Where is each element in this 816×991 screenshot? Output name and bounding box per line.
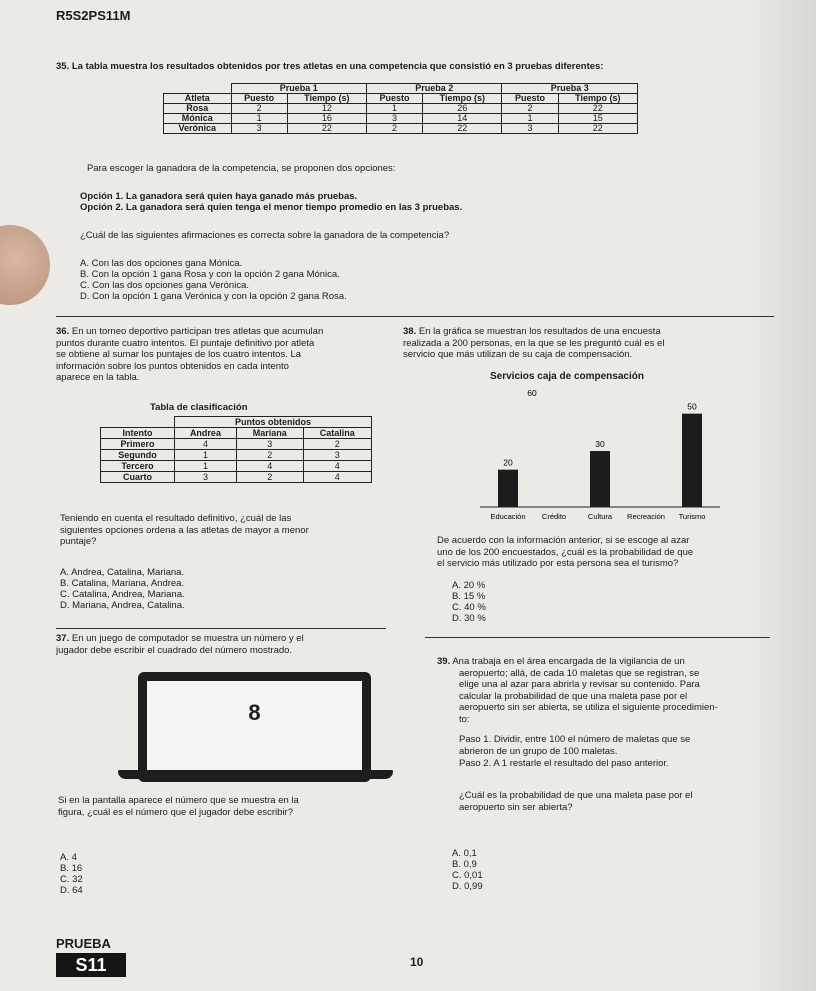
q35-header: Atleta xyxy=(164,94,232,104)
laptop-base xyxy=(118,770,393,779)
q36-number: 36. xyxy=(56,326,70,337)
q39-choice-a[interactable]: A. 0,1 xyxy=(452,848,477,859)
q36-table-title: Tabla de clasificación xyxy=(150,402,248,413)
table-cell: 1 xyxy=(502,114,558,124)
q38-number: 38. xyxy=(403,326,417,337)
table-cell: 4 xyxy=(303,472,371,483)
q36-question xyxy=(60,513,390,548)
q39-stem-line: elige una al azar para abrirla y revisar su contenido. Para xyxy=(459,679,700,690)
chart-top-label: 60 xyxy=(527,388,537,398)
q38-choice-c[interactable]: C. 40 % xyxy=(452,602,486,613)
q36-choice-c[interactable]: C. Catalina, Andrea, Mariana. xyxy=(60,589,185,600)
q35-header: Puesto xyxy=(367,94,423,104)
x-tick-label: Turismo xyxy=(678,512,706,521)
q39-stem-line: aeropuerto sin ser abierta, se utiliza el siguiente procedimien- xyxy=(459,702,718,713)
q38-stem xyxy=(403,326,773,361)
q38-choice-d[interactable]: D. 30 % xyxy=(452,613,486,624)
q37-stem-line: En un juego de computador se muestra un número y el xyxy=(71,633,304,644)
q38-stem-line: En la gráfica se muestran los resultados de una encuesta xyxy=(418,326,661,337)
q36-header: Catalina xyxy=(303,428,371,439)
table-cell: 3 xyxy=(303,450,371,461)
q36-stem-line: aparece en la tabla. xyxy=(56,372,140,383)
q35-choices xyxy=(80,258,347,302)
q35-table-group-row xyxy=(164,84,638,94)
table-cell: Rosa xyxy=(164,104,232,114)
q39-question xyxy=(459,790,789,813)
q37-stem-line: jugador debe escribir el cuadrado del número mostrado. xyxy=(56,644,293,656)
table-cell: 22 xyxy=(287,124,366,134)
table-cell: Tercero xyxy=(101,461,175,472)
divider xyxy=(56,316,774,317)
q35-intro: Para escoger la ganadora de la competencia, se proponen dos opciones: xyxy=(87,163,396,174)
table-cell: 2 xyxy=(231,104,287,114)
q35-header: Puesto xyxy=(231,94,287,104)
table-cell: 22 xyxy=(558,124,637,134)
bar-turismo xyxy=(682,414,702,507)
table-cell: Primero xyxy=(101,439,175,450)
q35-stem xyxy=(56,61,756,73)
q39-choices xyxy=(452,848,483,892)
table-cell: 3 xyxy=(236,439,303,450)
q35-header: Tiempo (s) xyxy=(287,94,366,104)
q35-number: 35. xyxy=(56,61,70,72)
q39-question-line: ¿Cuál es la probabilidad de que una maleta pase por el xyxy=(459,790,693,801)
table-cell: 2 xyxy=(236,450,303,461)
q39-stem-line: to: xyxy=(459,713,470,725)
q37-choice-b[interactable]: B. 16 xyxy=(60,863,83,874)
laptop-screen-number: 8 xyxy=(248,700,261,725)
q39-stem-line: calcular la probabilidad de que una maleta pase por el xyxy=(459,690,688,702)
q39-choice-c[interactable]: C. 0,01 xyxy=(452,870,483,881)
finger-blur xyxy=(0,214,61,317)
q36-stem-line: información sobre los puntos obtenidos en cada intento xyxy=(56,360,289,372)
q37-choices xyxy=(60,852,83,896)
table-row xyxy=(164,124,638,134)
q38-choice-b[interactable]: B. 15 % xyxy=(452,591,486,602)
q35-header: Tiempo (s) xyxy=(423,94,502,104)
x-tick-label: Crédito xyxy=(541,512,567,521)
bar-educación xyxy=(498,470,518,507)
footer-badge: S11 xyxy=(56,953,126,977)
q35-choice-d[interactable]: D. Con la opción 1 gana Verónica y con la opción 2 gana Rosa. xyxy=(80,291,347,302)
q38-stem-line: realizada a 200 personas, en la que se les preguntó cuál es el xyxy=(403,337,665,349)
table-cell: 1 xyxy=(175,450,237,461)
q37-stem xyxy=(56,633,396,656)
q36-header: Andrea xyxy=(175,428,237,439)
bar-value-label: 30 xyxy=(595,439,605,449)
table-row xyxy=(101,461,372,472)
table-cell: 4 xyxy=(236,461,303,472)
q36-choices xyxy=(60,567,185,611)
q37-number: 37. xyxy=(56,633,70,644)
q39-step-line: abrieron de un grupo de 100 maletas. xyxy=(459,745,618,757)
q35-header: Puesto xyxy=(502,94,558,104)
q35-header: Tiempo (s) xyxy=(558,94,637,104)
table-cell: 22 xyxy=(558,104,637,114)
table-cell: 3 xyxy=(502,124,558,134)
laptop-icon xyxy=(138,672,371,782)
q35-choice-c[interactable]: C. Con las dos opciones gana Verónica. xyxy=(80,280,249,291)
q36-choice-b[interactable]: B. Catalina, Mariana, Andrea. xyxy=(60,578,185,589)
table-cell: 2 xyxy=(502,104,558,114)
q37-choice-a[interactable]: A. 4 xyxy=(60,852,77,863)
table-cell: 12 xyxy=(287,104,366,114)
table-cell: 3 xyxy=(367,114,423,124)
q39-stem xyxy=(437,656,787,725)
q38-question-line: De acuerdo con la información anterior, si se escoge al azar xyxy=(437,535,690,546)
q35-choice-b[interactable]: B. Con la opción 1 gana Rosa y con la opción 2 gana Mónica. xyxy=(80,269,340,280)
table-cell: 15 xyxy=(558,114,637,124)
q37-question-line: Si en la pantalla aparece el número que se muestra en la xyxy=(58,795,299,806)
divider xyxy=(56,628,386,629)
q35-group-1: Prueba 1 xyxy=(231,84,366,94)
q39-question-line: aeropuerto sin ser abierta? xyxy=(459,801,573,813)
table-cell: 4 xyxy=(303,461,371,472)
table-cell: 4 xyxy=(175,439,237,450)
x-tick-label: Recreación xyxy=(627,512,665,521)
q38-choice-a[interactable]: A. 20 % xyxy=(452,580,486,591)
q38-question-line: el servicio más utilizado por esta persona sea el turismo? xyxy=(437,558,679,569)
q35-choice-a[interactable]: A. Con las dos opciones gana Mónica. xyxy=(80,258,243,269)
q36-stem-line: puntos durante cuatro intentos. El puntaje definitivo por atleta xyxy=(56,337,315,349)
table-cell: Segundo xyxy=(101,450,175,461)
page-number: 10 xyxy=(410,955,424,969)
table-cell: 16 xyxy=(287,114,366,124)
q38-question xyxy=(437,535,777,570)
chart-title: Servicios caja de compensación xyxy=(490,371,644,382)
q36-header: Mariana xyxy=(236,428,303,439)
footer-label: PRUEBA xyxy=(56,936,111,951)
exam-code: R5S2PS11M xyxy=(56,8,131,23)
q35-option-1: Opción 1. La ganadora será quien haya ganado más pruebas. xyxy=(80,191,358,202)
q37-choice-c[interactable]: C. 32 xyxy=(60,874,83,885)
bar-value-label: 50 xyxy=(687,401,697,412)
table-cell: 1 xyxy=(175,461,237,472)
q35-question: ¿Cuál de las siguientes afirmaciones es correcta sobre la ganadora de la competencia? xyxy=(80,230,450,241)
table-cell: 26 xyxy=(423,104,502,114)
table-row xyxy=(101,439,372,450)
table-row xyxy=(164,104,638,114)
table-cell: 1 xyxy=(367,104,423,114)
q37-choice-d[interactable]: D. 64 xyxy=(60,885,83,896)
bar-chart xyxy=(470,385,730,530)
table-cell: 2 xyxy=(303,439,371,450)
q36-header: Intento xyxy=(101,428,175,439)
q36-stem xyxy=(56,326,386,384)
q35-table-header-row xyxy=(164,94,638,104)
q35-table xyxy=(163,83,638,134)
table-row xyxy=(164,114,638,124)
bar-cultura xyxy=(590,451,610,507)
x-tick-label: Educación xyxy=(490,512,526,521)
q39-step-2: Paso 2. A 1 restarle el resultado del paso anterior. xyxy=(459,758,669,769)
q36-choice-d[interactable]: D. Mariana, Andrea, Catalina. xyxy=(60,600,185,611)
q36-header-row xyxy=(101,428,372,439)
table-cell: 3 xyxy=(231,124,287,134)
q36-question-line: siguientes opciones ordena a las atletas de mayor a menor xyxy=(60,524,309,536)
q37-question xyxy=(58,795,403,818)
q39-stem-line: Ana trabaja en el área encargada de la vigilancia de un xyxy=(452,656,685,667)
table-cell: 2 xyxy=(236,472,303,483)
q36-stem-line: En un torneo deportivo participan tres atletas que acumulan xyxy=(71,326,324,337)
q35-group-3: Prueba 3 xyxy=(502,84,638,94)
q38-question-line: uno de los 200 encuestados, ¿cuál es la probabilidad de que xyxy=(437,546,694,558)
q35-text: La tabla muestra los resultados obtenidos por tres atletas en una competencia que consistió en 3 pruebas diferentes: xyxy=(71,61,604,72)
table-cell: Verónica xyxy=(164,124,232,134)
q36-group-row xyxy=(101,417,372,428)
bar-value-label: 20 xyxy=(503,457,513,468)
q39-number: 39. xyxy=(437,656,451,667)
q36-group-header: Puntos obtenidos xyxy=(175,417,372,428)
q38-stem-line: servicio que más utilizan de su caja de compensación. xyxy=(403,349,633,360)
table-cell: Mónica xyxy=(164,114,232,124)
q35-group-2: Prueba 2 xyxy=(367,84,502,94)
q38-choices xyxy=(452,580,486,624)
table-cell: 22 xyxy=(423,124,502,134)
q39-stem-line: aeropuerto; allá, de cada 10 maletas que se registran, se xyxy=(459,667,700,679)
q39-choice-b[interactable]: B. 0,9 xyxy=(452,859,477,870)
q36-question-line: Teniendo en cuenta el resultado definitivo, ¿cuál de las xyxy=(60,513,292,524)
table-cell: 1 xyxy=(231,114,287,124)
table-cell: Cuarto xyxy=(101,472,175,483)
table-cell: 2 xyxy=(367,124,423,134)
q36-table xyxy=(100,416,372,483)
x-tick-label: Cultura xyxy=(587,512,613,521)
table-row xyxy=(101,472,372,483)
table-cell: 14 xyxy=(423,114,502,124)
divider xyxy=(425,637,770,638)
q39-choice-d[interactable]: D. 0,99 xyxy=(452,881,483,892)
q36-stem-line: se obtiene al sumar los puntajes de los cuatro intentos. La xyxy=(56,349,302,360)
q35-option-2: Opción 2. La ganadora será quien tenga el menor tiempo promedio en las 3 pruebas. xyxy=(80,202,463,213)
q39-step-line: Paso 1. Dividir, entre 100 el número de maletas que se xyxy=(459,734,691,745)
table-cell: 3 xyxy=(175,472,237,483)
q36-choice-a[interactable]: A. Andrea, Catalina, Mariana. xyxy=(60,567,185,578)
q39-step-1 xyxy=(459,734,779,757)
q36-question-line: puntaje? xyxy=(60,536,97,547)
table-row xyxy=(101,450,372,461)
q37-question-line: figura, ¿cuál es el número que el jugador debe escribir? xyxy=(58,806,293,818)
